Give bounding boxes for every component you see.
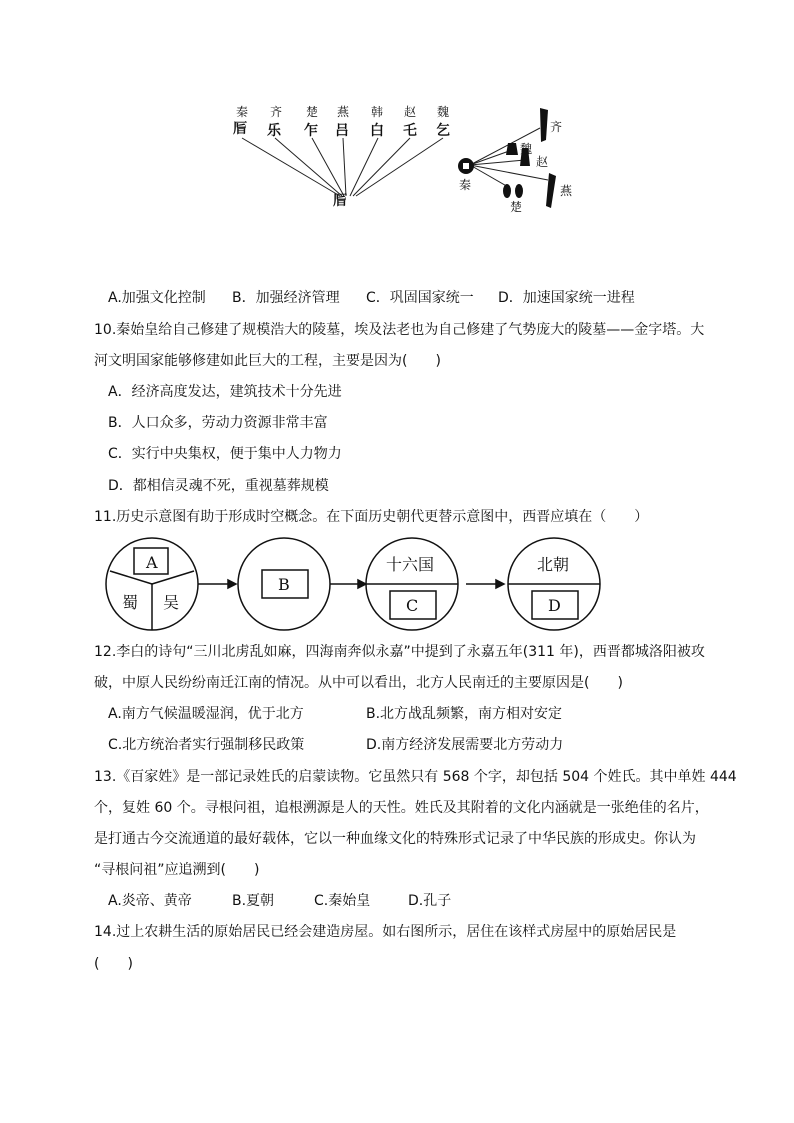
q12-stem-line1: 12.李白的诗句“三川北虏乱如麻，四海南奔似永嘉”中提到了永嘉五年(311 年)，西晋都城洛阳被攻 bbox=[94, 644, 705, 660]
state-label-zhao: 赵 bbox=[404, 105, 417, 119]
state-label-qi: 齐 bbox=[270, 105, 283, 119]
unified-script-glyph: 𠩊 bbox=[333, 193, 347, 209]
q12-option-b: B.北方战乱频繁，南方相对安定 bbox=[366, 706, 563, 722]
q13-stem-line4: “寻根问祖”应追溯到( ) bbox=[94, 862, 260, 878]
q10-option-c: C．实行中央集权，便于集中人力物力 bbox=[108, 446, 342, 462]
q9-option-c: C．巩固国家统一 bbox=[366, 290, 474, 306]
coin-label-zhao: 赵 bbox=[536, 155, 549, 169]
coin-label-yan: 燕 bbox=[560, 184, 573, 198]
diagram-label-b: B bbox=[278, 575, 290, 594]
state-label-qin: 秦 bbox=[236, 105, 249, 119]
script-glyph-zhao: 乇 bbox=[403, 123, 417, 139]
state-label-yan: 燕 bbox=[337, 105, 350, 119]
q9-option-b: B．加强经济管理 bbox=[232, 290, 340, 306]
qi-knife-coin-icon bbox=[540, 108, 548, 142]
q13-option-a: A.炎帝、黄帝 bbox=[108, 893, 192, 909]
q10-option-d: D．都相信灵魂不死，重视墓葬规模 bbox=[108, 478, 329, 494]
q13-option-d: D.孔子 bbox=[408, 893, 452, 909]
q13-option-b: B.夏朝 bbox=[232, 893, 275, 909]
state-label-han: 韩 bbox=[371, 105, 384, 119]
diagram-label-c: C bbox=[406, 596, 419, 615]
q12-stem-line2: 破，中原人民纷纷南迁江南的情况。从中可以看出，北方人民南迁的主要原因是( ) bbox=[94, 675, 623, 691]
q12-option-d: D.南方经济发展需要北方劳动力 bbox=[366, 737, 564, 753]
diagram-label-northern-dynasties: 北朝 bbox=[537, 555, 570, 574]
coin-label-wei: 魏 bbox=[520, 142, 533, 156]
diagram-label-wu: 吴 bbox=[163, 593, 180, 612]
diagram-label-sixteen-kingdoms: 十六国 bbox=[386, 555, 435, 574]
q10-option-a: A．经济高度发达，建筑技术十分先进 bbox=[108, 384, 342, 400]
q12-option-c: C.北方统治者实行强制移民政策 bbox=[108, 737, 305, 753]
q10-option-b: B．人口众多，劳动力资源非常丰富 bbox=[108, 415, 328, 431]
coin-label-qin: 秦 bbox=[459, 178, 472, 192]
diagram-label-a: A bbox=[146, 553, 158, 572]
script-glyph-qin: 𠩊 bbox=[233, 121, 247, 137]
q13-stem-line2: 个，复姓 60 个。寻根问祖，追根溯源是人的天性。姓氏及其附着的文化内涵就是一张绝佳的名片， bbox=[94, 800, 709, 816]
script-glyph-yan: 吕 bbox=[335, 123, 349, 139]
q14-stem-line2: ( ) bbox=[94, 956, 133, 972]
script-glyph-han: 白 bbox=[370, 123, 384, 139]
q10-stem-line2: 河文明国家能够修建如此巨大的工程，主要是因为( ) bbox=[94, 353, 441, 369]
state-label-wei: 魏 bbox=[437, 105, 450, 119]
chu-coin-icon bbox=[503, 184, 511, 198]
chu-coin-icon-2 bbox=[515, 184, 523, 198]
script-glyph-qi: 乐 bbox=[267, 123, 281, 139]
script-glyph-wei: 乞 bbox=[436, 123, 450, 139]
q14-stem-line1: 14.过上农耕生活的原始居民已经会建造房屋。如右图所示，居住在该样式房屋中的原始居民是 bbox=[94, 924, 677, 940]
dynasty-diagram-svg bbox=[0, 537, 794, 647]
script-glyph-chu: 乍 bbox=[304, 123, 318, 139]
q12-option-a: A.南方气候温暖湿润，优于北方 bbox=[108, 706, 304, 722]
diagram-label-d: D bbox=[548, 596, 561, 615]
state-label-chu: 楚 bbox=[306, 105, 319, 119]
q13-stem-line1: 13.《百家姓》是一部记录姓氏的启蒙读物。它虽然只有 568 个字，却包括 504 个姓氏。其中单姓 444 bbox=[94, 769, 737, 785]
q13-option-c: C.秦始皇 bbox=[314, 893, 371, 909]
q10-stem-line1: 10.秦始皇给自己修建了规模浩大的陵墓，埃及法老也为自己修建了气势庞大的陵墓——金字塔。大 bbox=[94, 322, 705, 338]
coin-illustration bbox=[0, 0, 794, 260]
yan-knife-coin-icon bbox=[546, 173, 556, 208]
q11-stem: 11.历史示意图有助于形成时空概念。在下面历史朝代更替示意图中，西晋应填在（ ） bbox=[94, 509, 649, 525]
wei-spade-coin-icon bbox=[506, 143, 518, 155]
coin-label-chu: 楚 bbox=[510, 200, 523, 214]
q13-stem-line3: 是打通古今交流通道的最好载体，它以一种血缘文化的特殊形式记录了中华民族的形成史。你认为 bbox=[94, 831, 696, 847]
coin-label-qi: 齐 bbox=[550, 120, 563, 134]
q9-option-a: A.加强文化控制 bbox=[108, 290, 206, 306]
q9-option-d: D．加速国家统一进程 bbox=[498, 290, 635, 306]
diagram-label-shu: 蜀 bbox=[122, 593, 139, 612]
